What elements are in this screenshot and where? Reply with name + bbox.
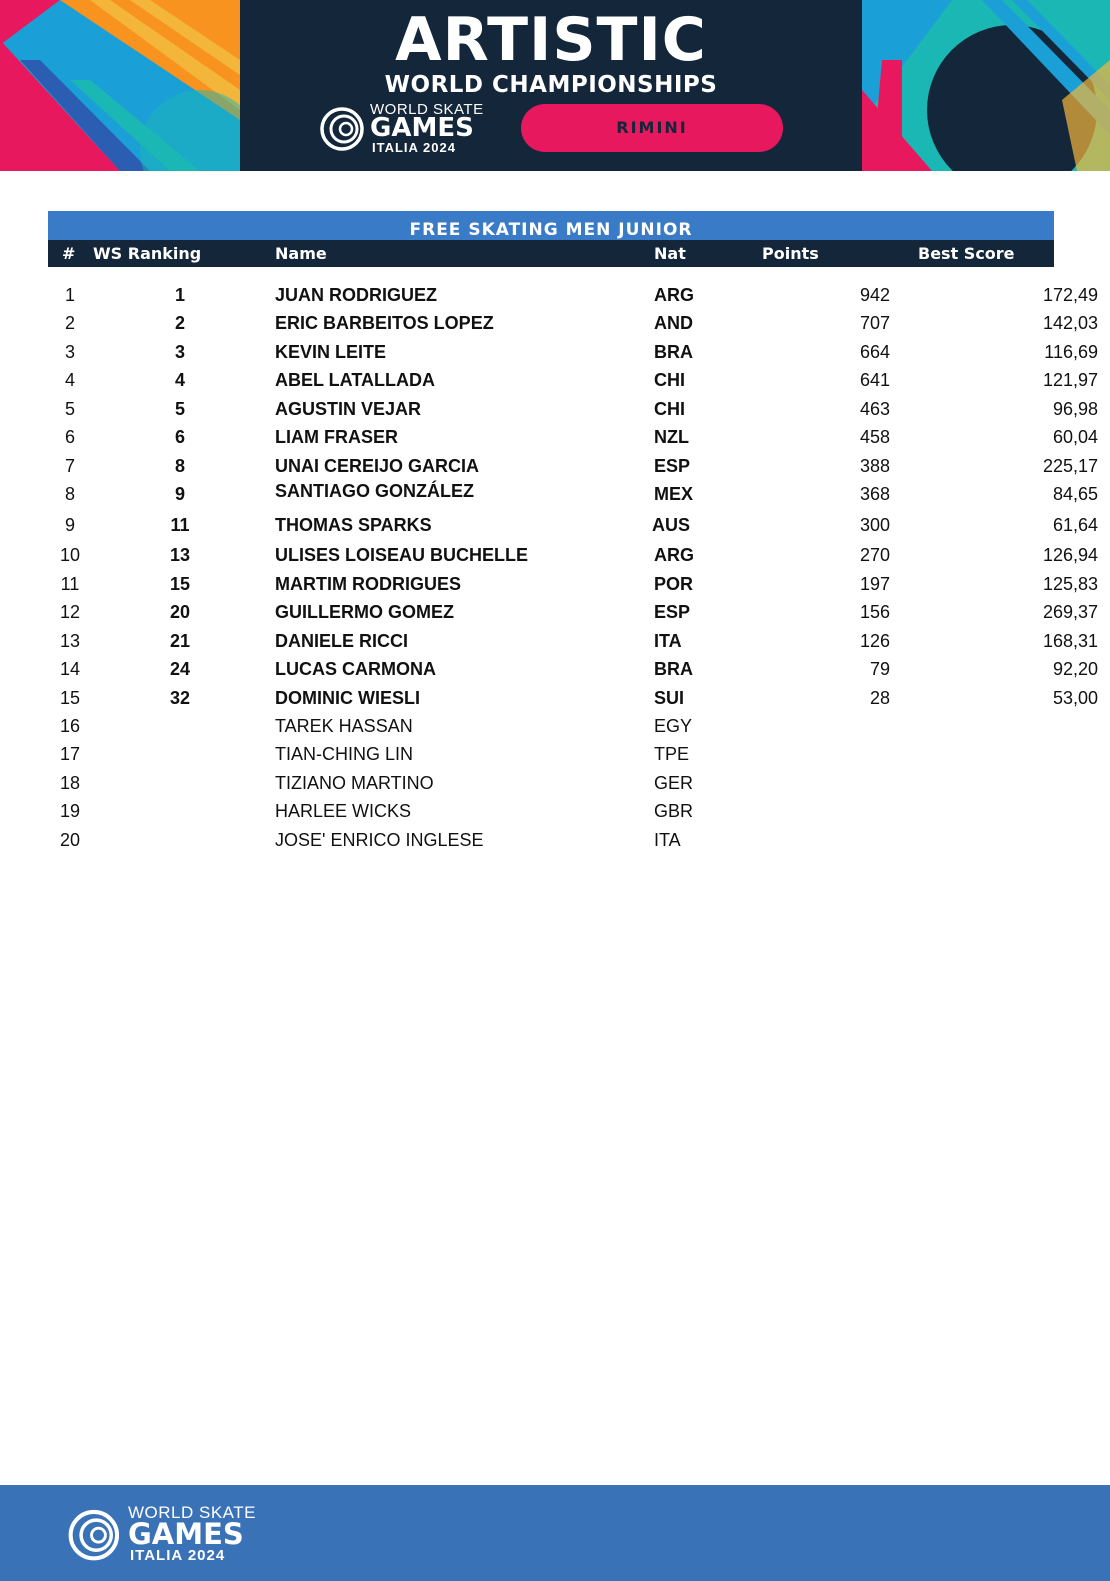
row-nat: MEX <box>654 484 694 504</box>
table-row <box>48 826 1054 854</box>
table-row <box>48 511 1098 539</box>
row-ws-ranking: 6 <box>174 427 185 447</box>
row-position: 10 <box>59 545 81 565</box>
row-best-score: 142,03 <box>1042 313 1098 333</box>
row-nat: ARG <box>654 545 694 565</box>
row-ws-ranking: 32 <box>169 688 191 708</box>
row-nat: CHI <box>654 399 685 419</box>
row-ws-ranking: 5 <box>174 399 185 419</box>
row-name: TIAN-CHING LIN <box>275 744 414 764</box>
row-position: 15 <box>59 688 81 708</box>
table-row <box>48 452 1098 480</box>
footer-bar <box>0 1485 1110 1581</box>
table-row <box>48 655 1098 683</box>
table-row <box>48 598 1098 626</box>
footer-brand-line2: GAMES <box>128 1517 244 1551</box>
brand-line3: ITALIA 2024 <box>372 140 456 155</box>
row-nat: GER <box>654 773 694 793</box>
row-ws-ranking: 3 <box>174 342 185 362</box>
row-best-score: 126,94 <box>1042 545 1098 565</box>
row-name: MARTIM RODRIGUES <box>275 574 461 594</box>
row-nat: ARG <box>654 285 694 305</box>
row-name: GUILLERMO GOMEZ <box>275 602 454 622</box>
row-nat: ITA <box>654 631 682 651</box>
row-position: 4 <box>64 370 75 390</box>
footer-brand-line1: WORLD SKATE <box>128 1503 256 1522</box>
row-position: 14 <box>59 659 81 679</box>
row-name: ABEL LATALLADA <box>275 370 435 390</box>
row-name: LIAM FRASER <box>275 427 398 447</box>
row-position: 18 <box>59 773 81 793</box>
row-position: 19 <box>59 801 81 821</box>
row-points: 463 <box>859 399 890 419</box>
row-position: 16 <box>59 716 81 736</box>
row-ws-ranking: 8 <box>174 456 185 476</box>
row-nat: AUS <box>652 515 691 535</box>
skate-ring-icon <box>66 1505 124 1563</box>
table-row <box>48 797 1054 825</box>
row-ws-ranking: 20 <box>169 602 191 622</box>
row-points: 300 <box>859 515 890 535</box>
results-table <box>48 211 1054 267</box>
table-row <box>48 541 1098 569</box>
row-position: 13 <box>59 631 81 651</box>
banner-left-decoration <box>0 0 240 171</box>
col-header-pos: # <box>62 244 76 263</box>
col-header-ws-ranking: WS Ranking <box>93 244 202 263</box>
row-name: ERIC BARBEITOS LOPEZ <box>275 313 494 333</box>
row-nat: BRA <box>654 342 693 362</box>
row-points: 641 <box>859 370 890 390</box>
row-nat: ESP <box>654 602 691 622</box>
row-best-score: 60,04 <box>1052 427 1098 447</box>
location-badge: RIMINI <box>521 104 783 152</box>
table-row <box>48 281 1098 309</box>
row-points: 126 <box>859 631 890 651</box>
row-name: ULISES LOISEAU BUCHELLE <box>275 545 529 565</box>
row-points: 942 <box>859 285 890 305</box>
row-best-score: 53,00 <box>1052 688 1098 708</box>
row-nat: CHI <box>654 370 685 390</box>
row-name: JOSE' ENRICO INGLESE <box>275 830 484 850</box>
row-ws-ranking: 9 <box>174 484 185 504</box>
table-row <box>48 627 1098 655</box>
row-points: 458 <box>859 427 890 447</box>
col-header-name: Name <box>275 244 327 263</box>
row-best-score: 269,37 <box>1042 602 1098 622</box>
row-nat: BRA <box>654 659 693 679</box>
row-name: KEVIN LEITE <box>275 342 387 362</box>
col-header-nat: Nat <box>654 244 686 263</box>
row-position: 8 <box>64 484 75 504</box>
row-ws-ranking: 24 <box>169 659 191 679</box>
row-name: TIZIANO MARTINO <box>275 773 434 793</box>
row-name: THOMAS SPARKS <box>275 515 432 535</box>
row-position: 6 <box>64 427 75 447</box>
row-ws-ranking: 21 <box>169 631 191 651</box>
event-title: ARTISTIC <box>395 5 707 75</box>
row-position: 3 <box>64 342 75 362</box>
table-title: FREE SKATING MEN JUNIOR <box>48 211 1054 240</box>
row-position: 20 <box>59 830 81 850</box>
table-row <box>48 338 1098 366</box>
row-ws-ranking: 2 <box>174 313 185 333</box>
brand-line1: WORLD SKATE <box>370 101 484 118</box>
col-header-points: Points <box>762 244 819 263</box>
row-name: HARLEE WICKS <box>275 801 412 821</box>
table-row <box>48 395 1098 423</box>
col-header-best-score: Best Score <box>918 244 1015 263</box>
row-points: 197 <box>859 574 890 594</box>
row-points: 79 <box>869 659 890 679</box>
row-best-score: 168,31 <box>1042 631 1098 651</box>
row-best-score: 92,20 <box>1052 659 1098 679</box>
banner-right-decoration <box>862 0 1110 171</box>
header-banner <box>0 0 1110 171</box>
row-ws-ranking: 15 <box>169 574 191 594</box>
table-row <box>48 570 1098 598</box>
row-position: 2 <box>64 313 75 333</box>
row-best-score: 125,83 <box>1042 574 1098 594</box>
row-points: 28 <box>869 688 890 708</box>
row-name: JUAN RODRIGUEZ <box>275 285 438 305</box>
row-name: AGUSTIN VEJAR <box>275 399 422 419</box>
row-position: 1 <box>64 285 75 305</box>
row-points: 270 <box>859 545 890 565</box>
row-position: 11 <box>60 574 80 594</box>
table-row <box>48 309 1098 337</box>
table-header-row <box>48 240 1054 267</box>
row-nat: GBR <box>654 801 694 821</box>
row-position: 7 <box>64 456 75 476</box>
row-name: LUCAS CARMONA <box>275 659 436 679</box>
table-row <box>48 769 1054 797</box>
table-row <box>48 366 1098 394</box>
row-name: UNAI CEREIJO GARCIA <box>275 456 480 476</box>
brand-line2: GAMES <box>370 113 474 143</box>
row-nat: TPE <box>654 744 690 764</box>
row-best-score: 84,65 <box>1052 484 1098 504</box>
row-nat: NZL <box>654 427 689 447</box>
row-nat: EGY <box>654 716 693 736</box>
row-best-score: 225,17 <box>1042 456 1098 476</box>
row-name: SANTIAGO GONZÁLEZ <box>275 481 474 501</box>
event-subtitle: WORLD CHAMPIONSHIPS <box>384 72 718 98</box>
row-name: TAREK HASSAN <box>275 716 413 736</box>
table-row <box>48 480 1098 508</box>
row-ws-ranking: 11 <box>170 515 190 535</box>
row-points: 156 <box>859 602 890 622</box>
row-position: 9 <box>64 515 75 535</box>
row-name: DANIELE RICCI <box>275 631 409 651</box>
row-best-score: 96,98 <box>1052 399 1098 419</box>
table-row <box>48 684 1098 712</box>
row-best-score: 121,97 <box>1042 370 1098 390</box>
row-nat: ITA <box>654 830 681 850</box>
row-ws-ranking: 4 <box>174 370 185 390</box>
table-row <box>48 712 1054 740</box>
row-ws-ranking: 1 <box>174 285 185 305</box>
row-points: 388 <box>859 456 890 476</box>
row-points: 664 <box>859 342 890 362</box>
row-nat: AND <box>654 313 693 333</box>
table-row <box>48 740 1054 768</box>
row-nat: ESP <box>654 456 691 476</box>
row-best-score: 172,49 <box>1042 285 1098 305</box>
row-nat: SUI <box>654 688 685 708</box>
row-nat: POR <box>654 574 694 594</box>
row-best-score: 61,64 <box>1052 515 1098 535</box>
row-best-score: 116,69 <box>1044 342 1098 362</box>
skate-ring-icon <box>318 103 368 153</box>
table-row <box>48 423 1098 451</box>
row-name: DOMINIC WIESLI <box>275 688 420 708</box>
row-position: 5 <box>64 399 75 419</box>
row-ws-ranking: 13 <box>169 545 191 565</box>
footer-brand-line3: ITALIA 2024 <box>130 1547 226 1564</box>
banner-center <box>240 0 862 171</box>
row-position: 17 <box>59 744 81 764</box>
footer-logo <box>66 1503 296 1563</box>
row-points: 368 <box>859 484 890 504</box>
world-skate-games-logo <box>318 101 518 155</box>
row-points: 707 <box>859 313 890 333</box>
row-position: 12 <box>59 602 81 622</box>
